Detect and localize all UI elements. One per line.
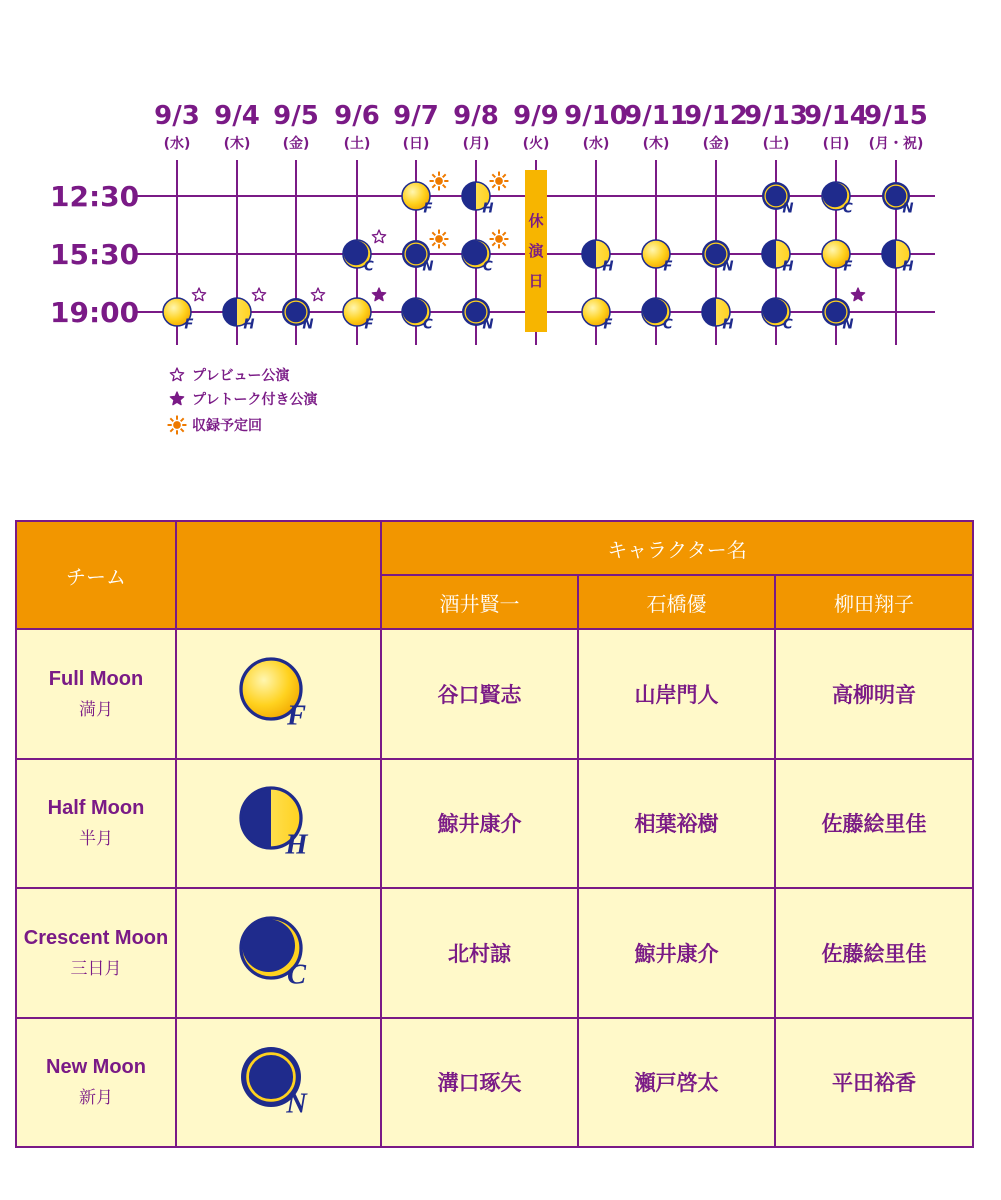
half-moon-icon [762, 240, 793, 275]
legend-label: プレトーク付き公演 [192, 392, 318, 408]
half-moon-icon [882, 240, 913, 275]
weekday-label: (金) [282, 136, 310, 152]
team-letter: C [783, 317, 793, 333]
full-moon-icon [224, 649, 334, 739]
team-letter: H [482, 201, 494, 217]
weekday-label: (月) [462, 136, 490, 152]
table-row-new-moon [16, 1018, 973, 1147]
half-moon-icon [224, 778, 334, 868]
sun-icon [168, 416, 187, 435]
weekday-label: (日) [822, 136, 850, 152]
table-row-crescent-moon [16, 888, 973, 1017]
team-letter: F [603, 317, 613, 333]
crescent-moon-icon [462, 240, 493, 275]
team-name-en: Full Moon [48, 668, 144, 691]
team-name-jp: 満月 [79, 700, 113, 721]
team-letter: H [284, 829, 308, 861]
new-moon-icon [224, 1037, 334, 1127]
preview-star-icon [372, 230, 385, 243]
team-letter: N [482, 317, 494, 333]
crescent-moon-icon [642, 298, 673, 333]
new-moon-icon [702, 240, 733, 275]
team-letter: C [663, 317, 673, 333]
team-letter: N [782, 201, 794, 217]
team-icon-cell [176, 888, 381, 1017]
team-name-cell [16, 629, 176, 758]
pretalk-star-icon [851, 288, 864, 301]
date-label: 9/14 [804, 101, 868, 131]
weekday-label: (水) [163, 136, 191, 152]
team-letter: F [843, 259, 853, 275]
date-label: 9/10 [564, 101, 628, 131]
new-moon-icon [402, 240, 433, 275]
date-label: 9/7 [393, 101, 439, 131]
team-letter: C [286, 959, 306, 991]
team-letter: N [422, 259, 434, 275]
legend-label: プレビュー公演 [192, 368, 290, 384]
crescent-moon-icon [343, 240, 374, 275]
crescent-moon-icon [822, 182, 853, 217]
new-moon-icon [282, 298, 313, 333]
team-letter: H [902, 259, 914, 275]
holiday-label-char: 休 [528, 212, 544, 230]
date-label: 9/15 [864, 101, 928, 131]
weekday-label: (日) [402, 136, 430, 152]
team-letter: H [602, 259, 614, 275]
team-letter: C [483, 259, 493, 275]
legend [168, 367, 320, 434]
recording-sun-icon [430, 172, 449, 191]
team-letter: C [364, 259, 374, 275]
icon-header [176, 521, 381, 629]
weekday-label: (金) [702, 136, 730, 152]
team-letter: F [663, 259, 673, 275]
cast-cell: 佐藤絵里佳 [775, 888, 973, 1017]
table-row-full-moon [16, 629, 973, 758]
team-name-jp: 新月 [79, 1088, 113, 1109]
character-header: キャラクター名 [381, 521, 973, 575]
full-moon-icon [582, 298, 612, 333]
new-moon-icon [822, 298, 853, 333]
recording-sun-icon [490, 172, 509, 191]
new-moon-icon [462, 298, 493, 333]
preview-star-icon [252, 288, 265, 301]
table-row-half-moon [16, 759, 973, 888]
date-label: 9/13 [744, 101, 808, 131]
team-letter: F [286, 700, 306, 732]
cast-cell: 佐藤絵里佳 [775, 759, 973, 888]
weekday-label: (木) [223, 136, 251, 152]
team-icon-cell [176, 1018, 381, 1147]
recording-sun-icon [430, 230, 449, 249]
team-letter: N [722, 259, 734, 275]
cast-cell: 鯨井康介 [381, 759, 578, 888]
preview-star-icon [311, 288, 324, 301]
half-moon-icon [462, 182, 493, 217]
holiday-label-char: 演 [528, 242, 544, 260]
team-letter: F [364, 317, 374, 333]
team-letter: N [842, 317, 854, 333]
team-letter: H [722, 317, 734, 333]
full-moon-icon [822, 240, 852, 275]
team-letter: F [184, 317, 194, 333]
date-label: 9/4 [214, 101, 260, 131]
time-labels [50, 180, 139, 329]
character-name-header: 柳田翔子 [775, 575, 973, 629]
cast-cell: 高柳明音 [775, 629, 973, 758]
team-icon-cell [176, 759, 381, 888]
crescent-moon-icon [762, 298, 793, 333]
holiday-bar [525, 170, 547, 332]
cast-cell: 平田裕香 [775, 1018, 973, 1147]
weekday-label: (火) [522, 136, 550, 152]
cast-cell: 鯨井康介 [578, 888, 775, 1017]
cast-cell: 相葉裕樹 [578, 759, 775, 888]
full-moon-icon [163, 298, 193, 333]
half-moon-icon [582, 240, 613, 275]
crescent-moon-icon [402, 298, 433, 333]
team-header: チーム [16, 521, 176, 629]
team-letter: N [902, 201, 914, 217]
full-moon-icon [402, 182, 432, 217]
preview-star-icon [192, 288, 205, 301]
date-label: 9/6 [334, 101, 380, 131]
team-letter: H [782, 259, 794, 275]
team-letter: H [243, 317, 255, 333]
team-name-jp: 半月 [79, 829, 113, 850]
weekday-label: (土) [343, 136, 371, 152]
half-moon-icon [702, 298, 733, 333]
date-label: 9/3 [154, 101, 200, 131]
date-label: 9/9 [513, 101, 559, 131]
time-label: 19:00 [50, 296, 140, 329]
team-name-cell [16, 1018, 176, 1147]
cast-cell: 北村諒 [381, 888, 578, 1017]
weekday-label: (月・祝) [868, 136, 924, 152]
time-label: 15:30 [50, 238, 140, 271]
outline-star-icon [170, 368, 183, 381]
date-label: 9/8 [453, 101, 499, 131]
time-label: 12:30 [50, 180, 140, 213]
weekday-label: (木) [642, 136, 670, 152]
pretalk-star-icon [372, 288, 385, 301]
cast-cell: 山岸門人 [578, 629, 775, 758]
legend-label: 収録予定回 [192, 418, 262, 434]
crescent-moon-icon [224, 908, 334, 998]
cast-cell: 瀬戸啓太 [578, 1018, 775, 1147]
full-moon-icon [343, 298, 373, 333]
full-moon-icon [642, 240, 672, 275]
half-moon-icon [223, 298, 254, 333]
recording-sun-icon [490, 230, 509, 249]
character-name-header: 石橋優 [578, 575, 775, 629]
team-name-en: Half Moon [47, 797, 145, 820]
date-header [154, 101, 928, 152]
date-label: 9/5 [273, 101, 319, 131]
team-letter: N [302, 317, 314, 333]
cast-cell: 溝口琢矢 [381, 1018, 578, 1147]
date-label: 9/11 [624, 101, 688, 131]
weekday-label: (土) [762, 136, 790, 152]
performance-schedule [0, 0, 1001, 470]
filled-star-icon [170, 392, 183, 405]
new-moon-icon [882, 182, 913, 217]
team-icon-cell [176, 629, 381, 758]
new-moon-icon [762, 182, 793, 217]
holiday-label-char: 日 [528, 272, 544, 290]
cast-table [15, 520, 974, 1148]
team-letter: C [423, 317, 433, 333]
team-name-en: Crescent Moon [23, 926, 169, 949]
character-name-header: 酒井賢一 [381, 575, 578, 629]
weekday-label: (水) [582, 136, 610, 152]
team-letter: F [423, 201, 433, 217]
cast-cell: 谷口賢志 [381, 629, 578, 758]
team-letter: N [285, 1088, 307, 1120]
team-name-en: New Moon [46, 1056, 146, 1079]
team-name-cell [16, 888, 176, 1017]
team-letter: C [843, 201, 853, 217]
team-name-cell [16, 759, 176, 888]
date-label: 9/12 [684, 101, 748, 131]
team-name-jp: 三日月 [70, 958, 122, 979]
